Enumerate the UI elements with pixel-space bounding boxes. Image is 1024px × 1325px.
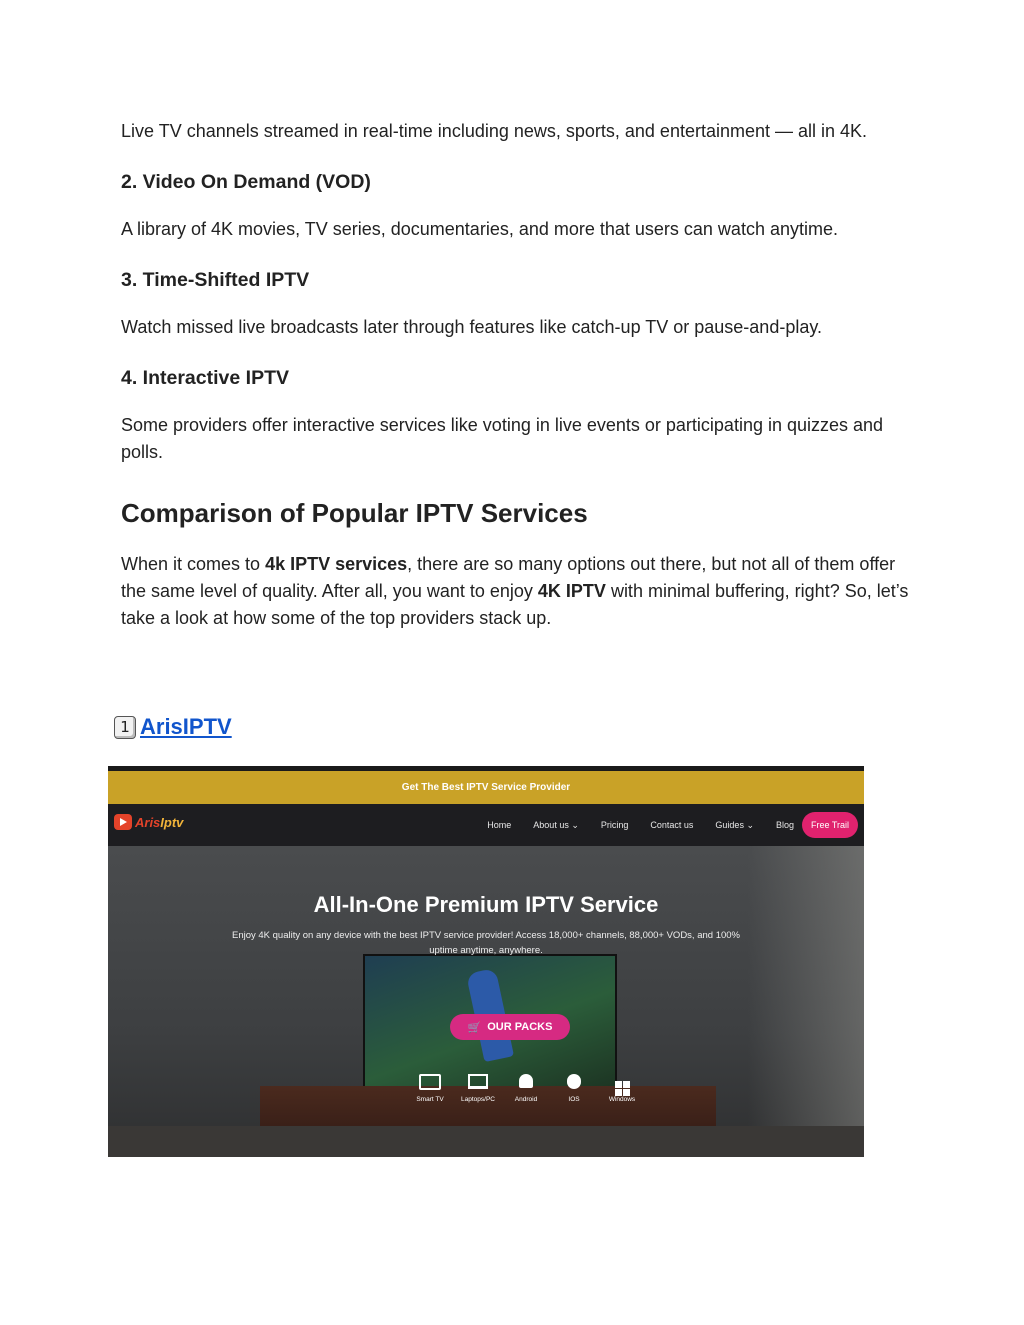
arisiptv-link[interactable]: ArisIPTV — [140, 714, 232, 739]
comparison-bold-1: 4k IPTV services — [265, 554, 408, 574]
heading-interactive: 4. Interactive IPTV — [121, 367, 289, 389]
keycap-number-icon: 1 — [114, 716, 136, 739]
device-android — [505, 1074, 547, 1103]
device-laptop — [457, 1074, 499, 1103]
device-smart-tv — [409, 1074, 451, 1103]
apple-icon — [567, 1074, 581, 1089]
hero-section — [108, 846, 864, 1157]
logo-text — [135, 815, 183, 830]
comparison-heading: Comparison of Popular IPTV Services — [121, 498, 588, 528]
nav-contact: Contact us — [650, 820, 694, 830]
device-label: Android — [514, 1096, 538, 1103]
nav-blog: Blog — [775, 820, 794, 830]
paragraph-interactive: Some providers offer interactive services like voting in live events or participating in quizzes and polls. — [121, 415, 884, 462]
device-label: Laptops/PC — [461, 1096, 495, 1103]
nav-home: Home — [487, 820, 512, 830]
device-windows — [601, 1074, 643, 1103]
windows-icon — [615, 1081, 630, 1096]
nav-pricing: Pricing — [600, 820, 629, 830]
comparison-paragraph — [121, 551, 911, 632]
device-ios — [553, 1074, 595, 1103]
play-logo-icon — [114, 814, 132, 830]
logo-text-aris: Aris — [135, 814, 161, 830]
document-body — [121, 118, 911, 632]
hero-title: All-In-One Premium IPTV Service — [313, 892, 659, 917]
logo-text-iptv: Iptv — [160, 814, 184, 830]
arisiptv-website-screenshot — [108, 766, 864, 1157]
heading-vod: 2. Video On Demand (VOD) — [121, 171, 371, 193]
intro-paragraph: Live TV channels streamed in real-time including news, sports, and entertainment — all in 4K. — [121, 121, 868, 141]
device-list — [406, 1074, 646, 1103]
our-packs-button — [450, 1014, 570, 1040]
paragraph-vod: A library of 4K movies, TV series, documentaries, and more that users can watch anytime. — [121, 219, 838, 239]
smart-tv-icon — [419, 1074, 441, 1090]
android-icon — [519, 1074, 533, 1088]
announcement-bar: Get The Best IPTV Service Provider — [108, 771, 864, 804]
comparison-text-1: When it comes to — [121, 554, 266, 574]
hero-subtitle: Enjoy 4K quality on any device with the best IPTV service provider! Access 18,000+ channels, 88,000+ VODs, and 100% uptime anytime, anywhere. — [231, 930, 741, 956]
floor — [108, 1126, 864, 1157]
device-label: Smart TV — [416, 1096, 444, 1103]
comparison-bold-2: 4K IPTV — [537, 581, 606, 601]
device-label: Windows — [608, 1096, 636, 1103]
comparison-text-3: with minimal buffering, right? So, let’s take a look at how some of the top providers stack up. — [121, 581, 909, 628]
free-trial-button: Free Trail — [802, 812, 858, 838]
paragraph-time-shifted: Watch missed live broadcasts later through features like catch-up TV or pause-and-play. — [121, 317, 823, 337]
nav-links — [465, 804, 794, 846]
nav-guides: Guides ⌄ — [715, 819, 754, 830]
heading-time-shifted: 3. Time-Shifted IPTV — [121, 269, 310, 291]
site-navbar — [108, 804, 864, 846]
device-label: IOS — [568, 1096, 580, 1103]
our-packs-label: OUR PACKS — [487, 1021, 553, 1033]
comparison-text-2: , there are so many options out there, but not all of them offer the same level of quality. After all, you want to enjoy — [121, 554, 896, 601]
nav-about: About us ⌄ — [533, 819, 579, 830]
laptop-icon — [468, 1074, 488, 1089]
arisiptv-logo — [114, 814, 183, 830]
provider-heading — [114, 714, 232, 740]
cart-icon: 🛒 — [467, 1021, 482, 1034]
